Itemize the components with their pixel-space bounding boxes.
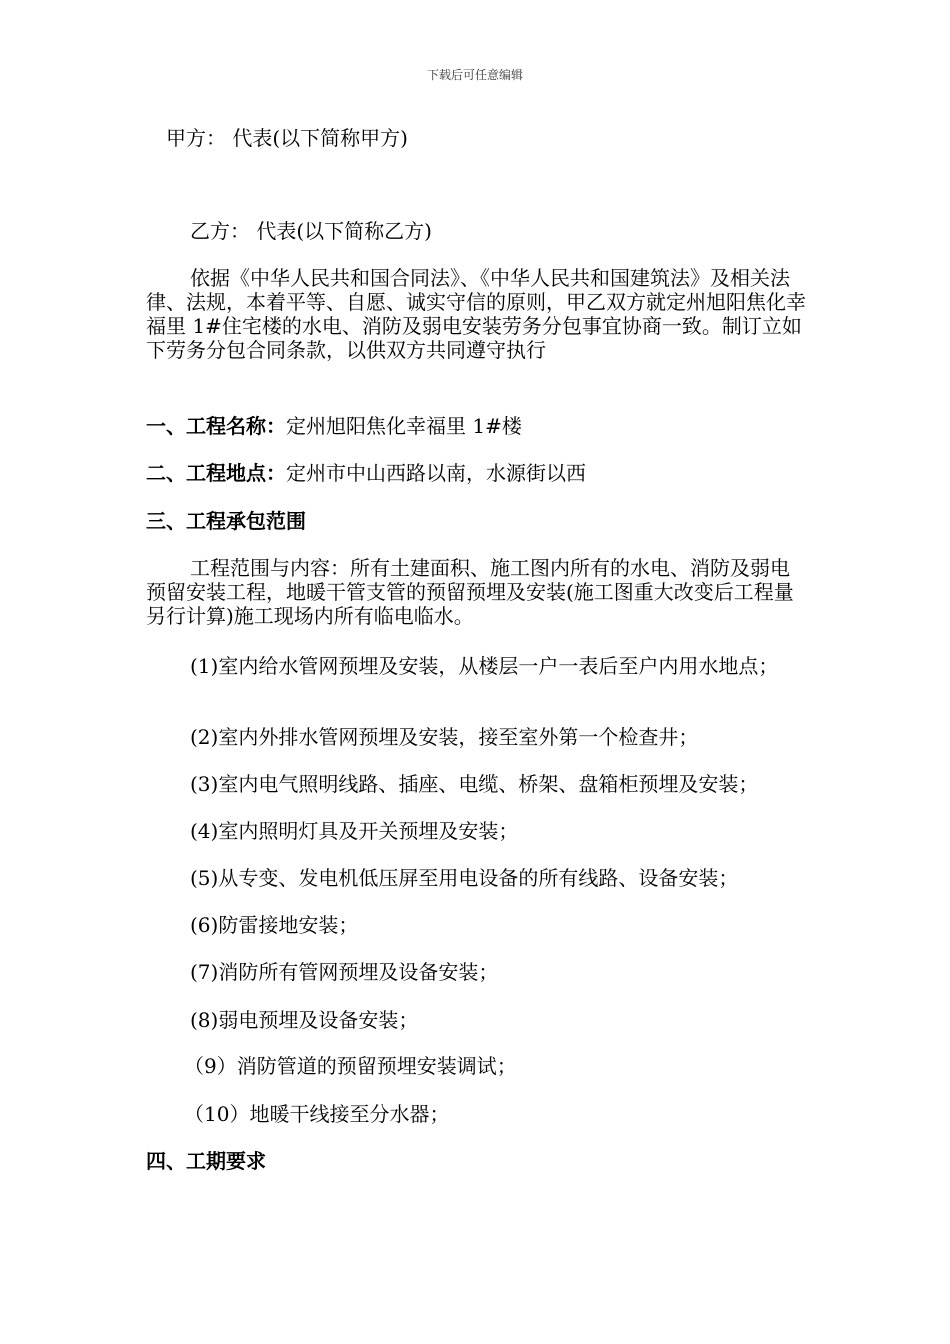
party-b-line: 乙方： 代表(以下简称乙方) — [190, 219, 432, 243]
scope-item-1: (1)室内给水管网预埋及安装，从楼层一户一表后至户内用水地点； — [190, 654, 779, 678]
scope-item-8: (8)弱电预埋及设备安装； — [190, 1008, 419, 1032]
intro-paragraph: 依据《中华人民共和国合同法》、《中华人民共和国建筑法》及相关法律、法规，本着平等、自愿、诚实守信的原则，甲乙双方就定州旭阳焦化幸福里 1#住宅楼的水电、消防及弱电安装劳务分包事宜协商一致。制订立如下劳务分包合同条款，以供双方共同遵守执行 — [146, 266, 806, 362]
scope-item-9: （9）消防管道的预留预埋安装调试； — [184, 1054, 517, 1078]
section-project-location-value: 定州市中山西路以南，水源街以西 — [286, 461, 586, 485]
scope-item-4: (4)室内照明灯具及开关预埋及安装； — [190, 819, 519, 843]
scope-paragraph: 工程范围与内容：所有土建面积、施工图内所有的水电、消防及弱电预留安装工程，地暖干管支管的预留预埋及安装(施工图重大改变后工程量另行计算)施工现场内所有临电临水。 — [146, 556, 794, 628]
section-project-location-label: 二、工程地点： — [146, 461, 286, 485]
section-project-name-value: 定州旭阳焦化幸福里 1#楼 — [286, 414, 522, 438]
section-project-name-label: 一、工程名称： — [146, 414, 286, 438]
scope-item-5: (5)从专变、发电机低压屏至用电设备的所有线路、设备安装； — [190, 866, 739, 890]
section-project-name — [146, 416, 522, 436]
scope-item-3: (3)室内电气照明线路、插座、电缆、桥架、盘箱柜预埋及安装； — [190, 772, 759, 796]
scope-item-7: (7)消防所有管网预埋及设备安装； — [190, 960, 499, 984]
section-schedule-heading: 四、工期要求 — [146, 1149, 266, 1173]
section-project-location — [146, 463, 586, 483]
scope-item-10: （10）地暖干线接至分水器； — [184, 1102, 450, 1126]
scope-item-2: (2)室内外排水管网预埋及安装，接至室外第一个检查井； — [190, 725, 699, 749]
party-a-line: 甲方： 代表(以下简称甲方) — [166, 126, 408, 150]
header-note: 下载后可任意编辑 — [426, 68, 523, 82]
section-scope-heading: 三、工程承包范围 — [146, 509, 306, 533]
scope-item-6: (6)防雷接地安装； — [190, 913, 359, 937]
